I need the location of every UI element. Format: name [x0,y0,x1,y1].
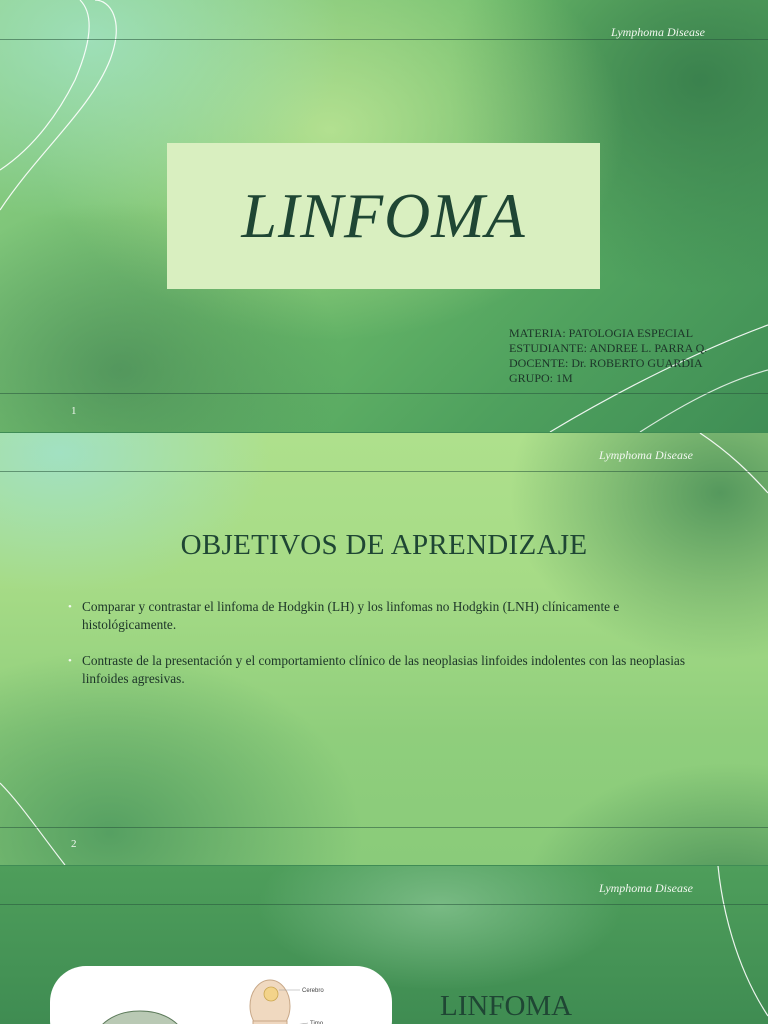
info-line-student: ESTUDIANTE: ANDREE L. PARRA Q. [509,341,708,355]
header-label: Lymphoma Disease [611,25,705,39]
header-divider [0,904,768,905]
slide-2 [0,433,768,865]
bullet-icon: • [68,655,72,667]
footer-divider [0,827,768,828]
bullet-icon: • [68,601,72,613]
label-cerebro: Cerebro [302,988,324,994]
page-number: 2 [71,838,77,850]
info-line-subject: MATERIA: PATOLOGIA ESPECIAL [509,326,694,340]
page-number: 1 [71,405,77,417]
header-divider [0,471,768,472]
objectives-list [68,598,708,706]
slide-title: LINFOMA [440,990,573,1022]
footer-divider [0,393,768,394]
objective-text: Contraste de la presentación y el comportamiento clínico de las neoplasias linfoides indolentes con las neoplasias linfoides agresivas. [82,653,685,686]
anatomy-illustration [50,966,392,1024]
title-box [167,143,600,289]
header-label: Lymphoma Disease [599,448,693,462]
head-shape [250,980,290,1024]
list-item [68,598,708,634]
header-label: Lymphoma Disease [599,881,693,895]
slide-1 [0,0,768,432]
organ-shape [95,1011,185,1024]
info-line-teacher: DOCENTE: Dr. ROBERTO GUARDIA [509,356,703,370]
info-line-group: GRUPO: 1M [509,371,573,385]
objective-text: Comparar y contrastar el linfoma de Hodgkin (LH) y los linfomas no Hodgkin (LNH) clínicamente e histológicamente. [82,599,620,632]
section-title: OBJETIVOS DE APRENDIZAJE [180,529,588,561]
presenter-info [509,326,707,386]
slide-3 [0,866,768,1024]
slide-title: LINFOMA [241,180,526,251]
label-timo: Timo [310,1021,324,1024]
list-item [68,652,708,688]
